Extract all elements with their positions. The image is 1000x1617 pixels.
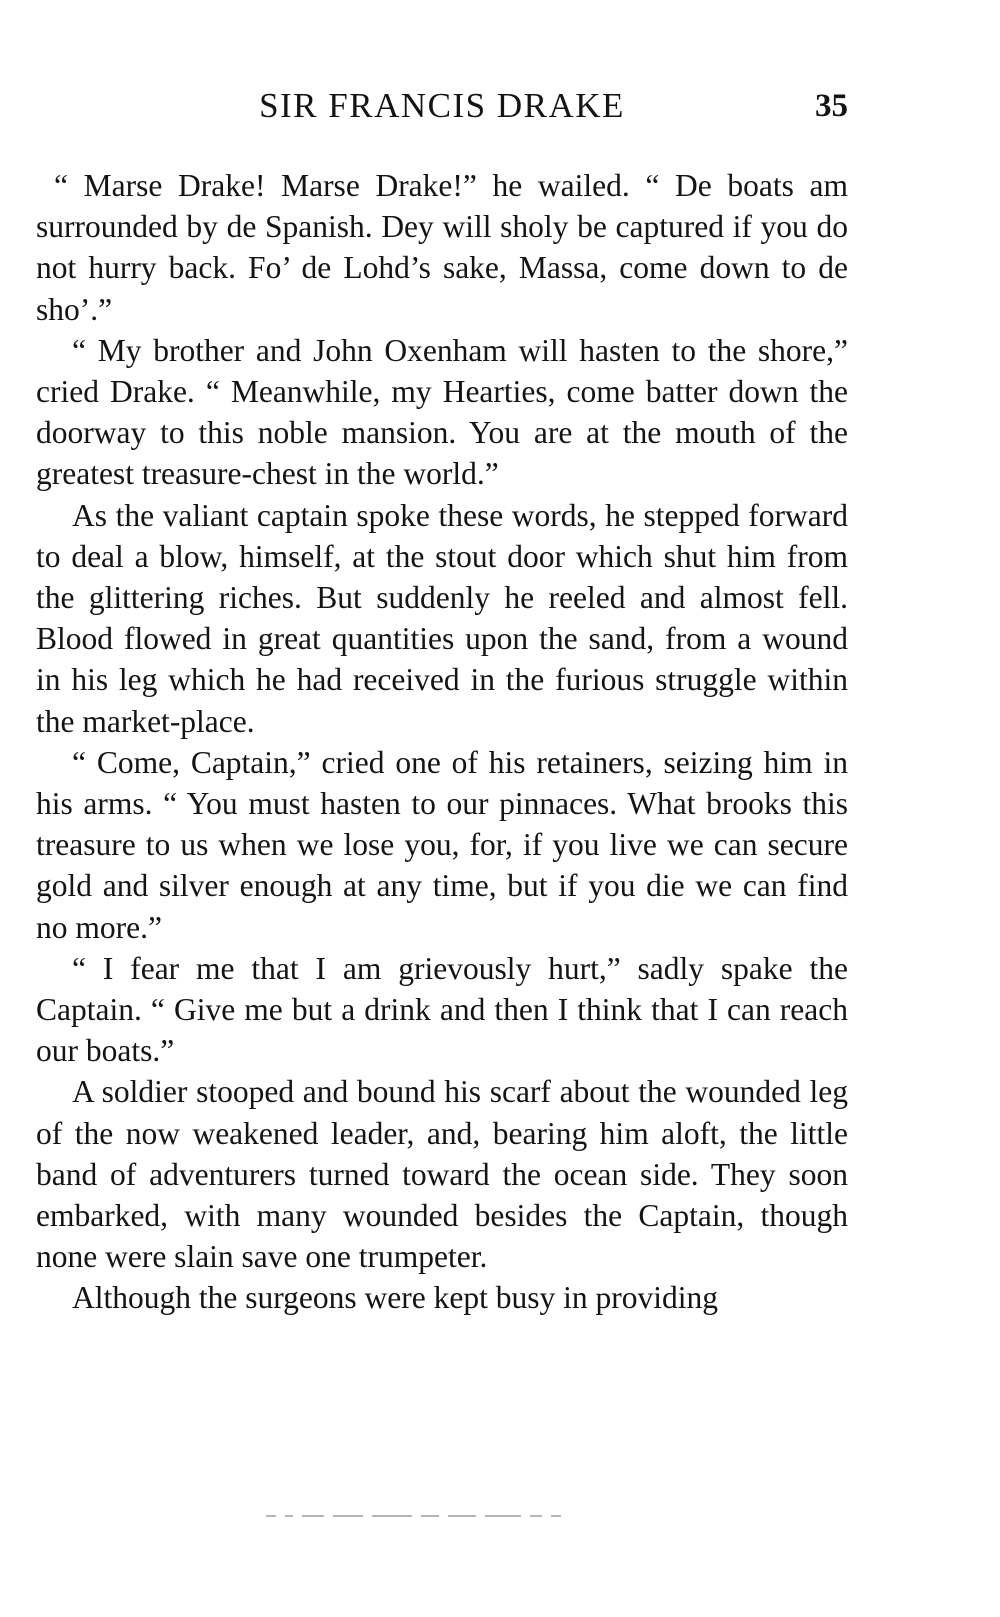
paragraph: A soldier stooped and bound his scarf about the wounded leg of the now weakened leader, and, bearing him aloft, the little band of adventurers turned toward the ocean side. They soon embarked, with many wounded besides the Captain, though none were slain save one trumpeter. <box>36 1074 848 1275</box>
page-number: 35 <box>815 88 848 124</box>
faint-mark <box>266 1515 276 1517</box>
faint-mark <box>421 1515 439 1517</box>
faint-mark <box>530 1515 542 1517</box>
faint-mark <box>485 1515 521 1517</box>
faint-bleed-through-marks <box>266 1512 786 1520</box>
book-page <box>36 0 848 1617</box>
faint-mark <box>285 1515 293 1517</box>
faint-mark <box>372 1515 412 1517</box>
body-text <box>36 165 848 1319</box>
paragraph: “ Marse Drake! Marse Drake!” he wailed. “ De boats am surrounded by de Spanish. Dey will sholy be captured if you do not hurry back. Fo’ de Lohd’s sake, Massa, come down to de sho’.” <box>36 168 848 327</box>
paragraph: As the valiant captain spoke these words, he stepped forward to deal a blow, himself, at the stout door which shut him from the glittering riches. But suddenly he reeled and almost fell. Blood flowed in great quantities upon the sand, from a wound in his leg which he had received in the furious struggle within the market-place. <box>36 497 848 739</box>
paragraph: “ I fear me that I am grievously hurt,” sadly spake the Captain. “ Give me but a drink and then I think that I can reach our boats.” <box>36 950 848 1069</box>
running-head <box>36 84 848 128</box>
faint-mark <box>448 1515 476 1517</box>
paragraph: “ My brother and John Oxenham will hasten to the shore,” cried Drake. “ Meanwhile, my Hearties, come batter down the doorway to this noble mansion. You are at the mouth of the greatest treasure-chest in the world.” <box>36 332 848 492</box>
faint-mark <box>333 1515 363 1517</box>
paragraph: “ Come, Captain,” cried one of his retainers, seizing him in his arms. “ You must hasten to our pinnaces. What brooks this treasure to us when we lose you, for, if you live we can secure gold and silver enough at any time, but if you die we can find no more.” <box>36 744 848 945</box>
paragraph: Although the surgeons were kept busy in providing <box>72 1280 718 1316</box>
running-title: SIR FRANCIS DRAKE <box>259 86 625 125</box>
faint-mark <box>302 1515 324 1517</box>
faint-mark <box>551 1515 561 1517</box>
